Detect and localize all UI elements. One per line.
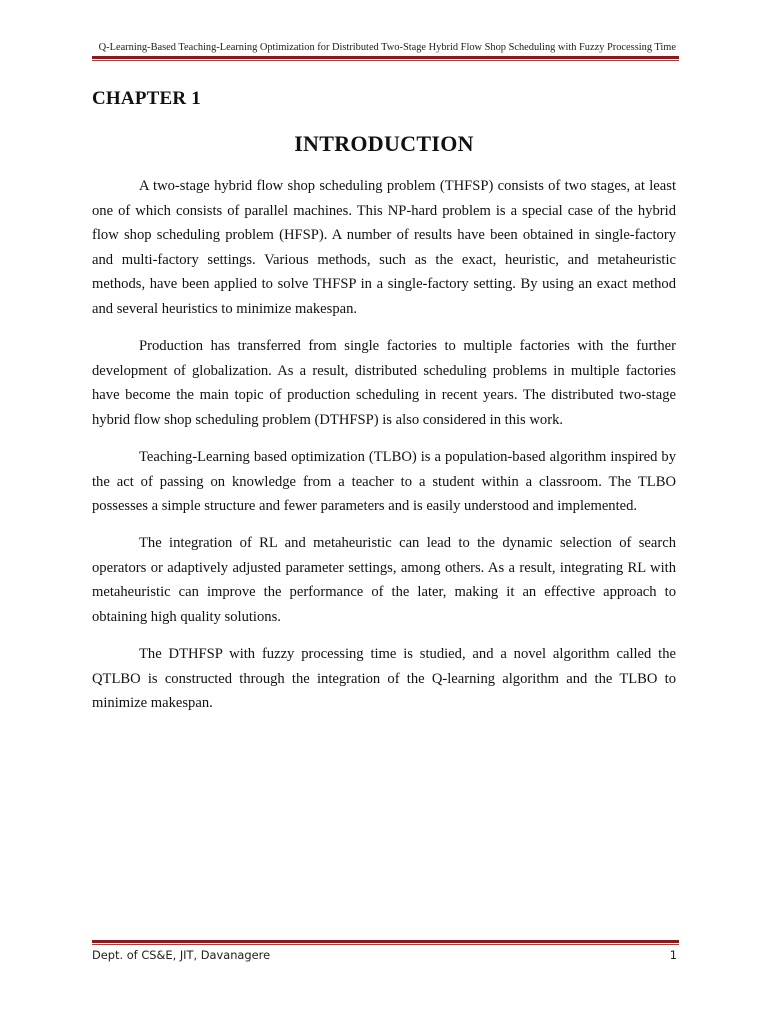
paragraph-production: Production has transferred from single factories to multiple factories with the further development of globalization. As a result, distributed scheduling problems in multiple factories have become the main topic of production scheduling in recent years. The distributed two-stage hybrid flow shop scheduling problem (DTHFSP) is also considered in this work. (92, 338, 676, 428)
paragraph-thfsp: A two-stage hybrid flow shop scheduling problem (THFSP) consists of two stages, at least one of which consists of parallel machines. This NP-hard problem is a special case of the hybrid flow shop scheduling problem (HFSP). A number of results have been obtained in single-factory and multi-factory settings. Various methods, such as the exact, heuristic, and metaheuristic methods, have been applied to solve THFSP in a single-factory setting. By using an exact method and several heuristics to minimize makespan. (92, 178, 676, 317)
paragraph-tlbo: Teaching-Learning based optimization (TLBO) is a population-based algorithm inspired by the act of passing on knowledge from a teacher to a student within a classroom. The TLBO possesses a simple structure and fewer parameters and is easily understood and implemented. (92, 448, 676, 515)
chapter-title: INTRODUCTION (294, 131, 474, 156)
header-rule (92, 56, 679, 61)
running-footer (92, 948, 677, 964)
footer-department: Dept. of CS&E, JIT, Davanagere (92, 948, 271, 962)
chapter-number: CHAPTER 1 (92, 88, 201, 109)
footer-rule (92, 940, 679, 945)
body-text (92, 174, 676, 728)
paragraph-qtlbo: The DTHFSP with fuzzy processing time is studied, and a novel algorithm called the QTLBO is constructed through the integration of the Q-learning algorithm and the TLBO to minimize makespan. (92, 646, 676, 712)
page-number: 1 (669, 948, 677, 962)
paragraph-rl-integration: The integration of RL and metaheuristic can lead to the dynamic selection of search operators or adaptively adjusted parameter settings, among others. As a result, integrating RL with metaheuristic can improve the performance of the later, making it an effective approach to obtaining high quality solutions. (92, 535, 676, 625)
running-header: Q-Learning-Based Teaching-Learning Optimization for Distributed Two-Stage Hybrid Flow Shop Scheduling with Fuzzy Processing Time (98, 42, 676, 53)
